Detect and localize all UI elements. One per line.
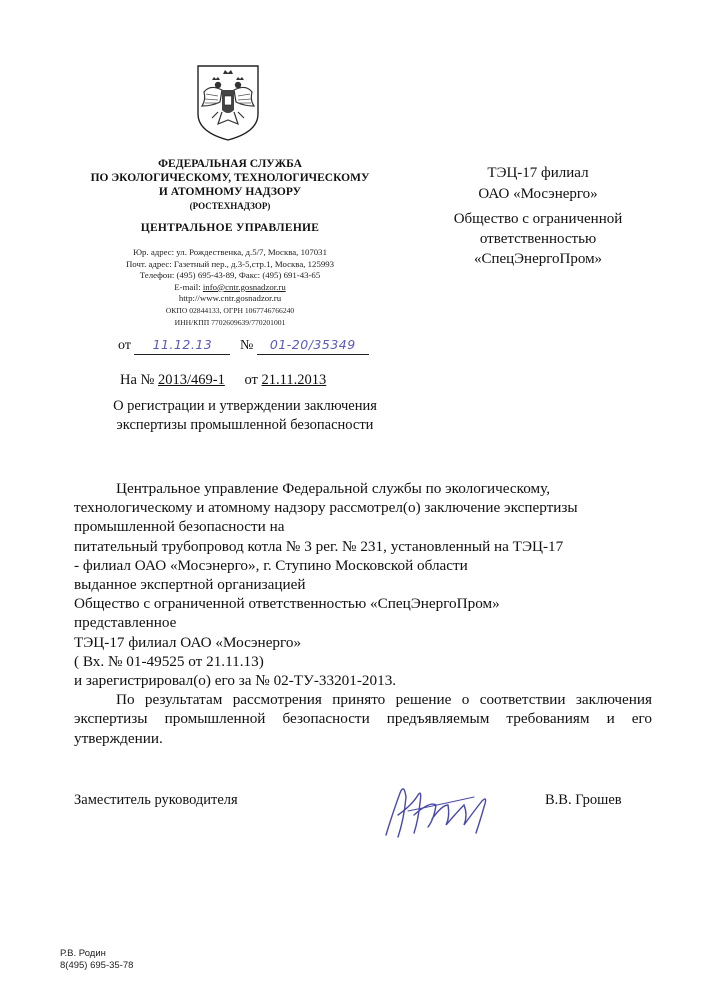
subject-line-2: экспертизы промышленной безопасности xyxy=(116,417,374,433)
body-line-11: и зарегистрировал(о) его за № 02-ТУ-33201-2013. xyxy=(74,672,397,690)
body-line-1: Центральное управление Федеральной службы по экологическому, xyxy=(116,480,551,497)
recipient-line-5: «СпецЭнергоПром» xyxy=(473,251,603,267)
from-label: от xyxy=(118,338,131,353)
letter-body xyxy=(74,479,652,748)
reference-prefix: На № xyxy=(120,372,155,388)
recipient-line-2: ОАО «Мосэнерго» xyxy=(478,186,598,202)
agency-short-name: (РОСТЕХНАДЗОР) xyxy=(189,201,271,211)
body-paragraph-2: По результатам рассмотрения принято решение о соответствии заключения экспертизы промышленной безопасности предъявляемым требованиям и его утверждении. xyxy=(74,691,652,747)
executor-name: Р.В. Родин xyxy=(60,948,106,959)
okpo-ogrn: ОКПО 02844133, ОГРН 1067746766240 xyxy=(165,305,295,315)
signatory-position: Заместитель руководителя xyxy=(74,792,238,808)
recipient-line-1: ТЭЦ-17 филиал xyxy=(487,165,589,181)
website-link[interactable]: http://www.cntr.gosnadzor.ru xyxy=(178,293,282,304)
number-label: № xyxy=(239,338,254,353)
legal-address: Юр. адрес: ул. Рождественка, д.5/7, Москва, 107031 xyxy=(133,247,327,257)
reference-line xyxy=(120,372,326,389)
handwritten-signature-icon xyxy=(378,775,498,845)
email-link[interactable]: info@cntr.gosnadzor.ru xyxy=(202,281,286,292)
phone-fax: Телефон: (495) 695-43-89, Факс: (495) 691-43-65 xyxy=(139,270,321,281)
body-line-3: промышленной безопасности на xyxy=(74,518,285,536)
body-line-7: Общество с ограниченной ответственностью «СпецЭнергоПром» xyxy=(74,595,500,613)
body-line-6: выданное экспертной организацией xyxy=(74,576,306,594)
registration-date: 11.12.13 xyxy=(152,337,213,352)
recipient-org xyxy=(428,209,648,269)
executor-info xyxy=(60,948,133,972)
inn-kpp: ИНН/КПП 7702609639/770201001 xyxy=(174,317,286,327)
signatory-name: В.В. Грошев xyxy=(545,792,622,808)
recipient-line-3: Общество с ограниченной xyxy=(453,211,623,227)
email-label: E-mail: xyxy=(174,281,203,292)
body-line-8: представленное xyxy=(74,614,177,632)
agency-line-1: ФЕДЕРАЛЬНАЯ СЛУЖБА xyxy=(158,158,302,170)
registration-number: 01-20/35349 xyxy=(269,337,356,352)
contact-block xyxy=(120,247,340,328)
body-line-2: технологическому и атомному надзору рассмотрел(о) заключение экспертизы xyxy=(74,499,578,517)
recipient-line-4: ответственностью xyxy=(479,231,597,247)
reference-date-label: от xyxy=(244,372,258,388)
agency-line-2: ПО ЭКОЛОГИЧЕСКОМУ, ТЕХНОЛОГИЧЕСКОМУ xyxy=(90,172,370,184)
reference-number: 2013/469-1 xyxy=(158,372,225,388)
russian-double-headed-eagle-icon xyxy=(192,62,264,142)
executor-phone: 8(495) 695-35-78 xyxy=(60,960,134,971)
department-name: ЦЕНТРАЛЬНОЕ УПРАВЛЕНИЕ xyxy=(140,222,320,234)
letter-subject xyxy=(95,397,395,435)
agency-name xyxy=(80,157,380,213)
body-line-5: - филиал ОАО «Мосэнерго», г. Ступино Московской области xyxy=(74,556,468,574)
body-line-4: питательный трубопровод котла № 3 рег. № 231, установленный на ТЭЦ-17 xyxy=(74,537,564,555)
agency-line-3: И АТОМНОМУ НАДЗОРУ xyxy=(158,186,302,198)
email-line xyxy=(120,282,340,294)
body-line-9: ТЭЦ-17 филиал ОАО «Мосэнерго» xyxy=(74,633,302,651)
postal-address: Почт. адрес: Газетный пер., д.3-5,стр.1, Москва, 125993 xyxy=(125,258,335,269)
body-line-10: ( Вх. № 01-49525 от 21.11.13) xyxy=(74,652,264,670)
reference-date: 21.11.2013 xyxy=(261,372,327,388)
subject-line-1: О регистрации и утверждении заключения xyxy=(113,398,377,414)
registration-line xyxy=(118,337,369,355)
